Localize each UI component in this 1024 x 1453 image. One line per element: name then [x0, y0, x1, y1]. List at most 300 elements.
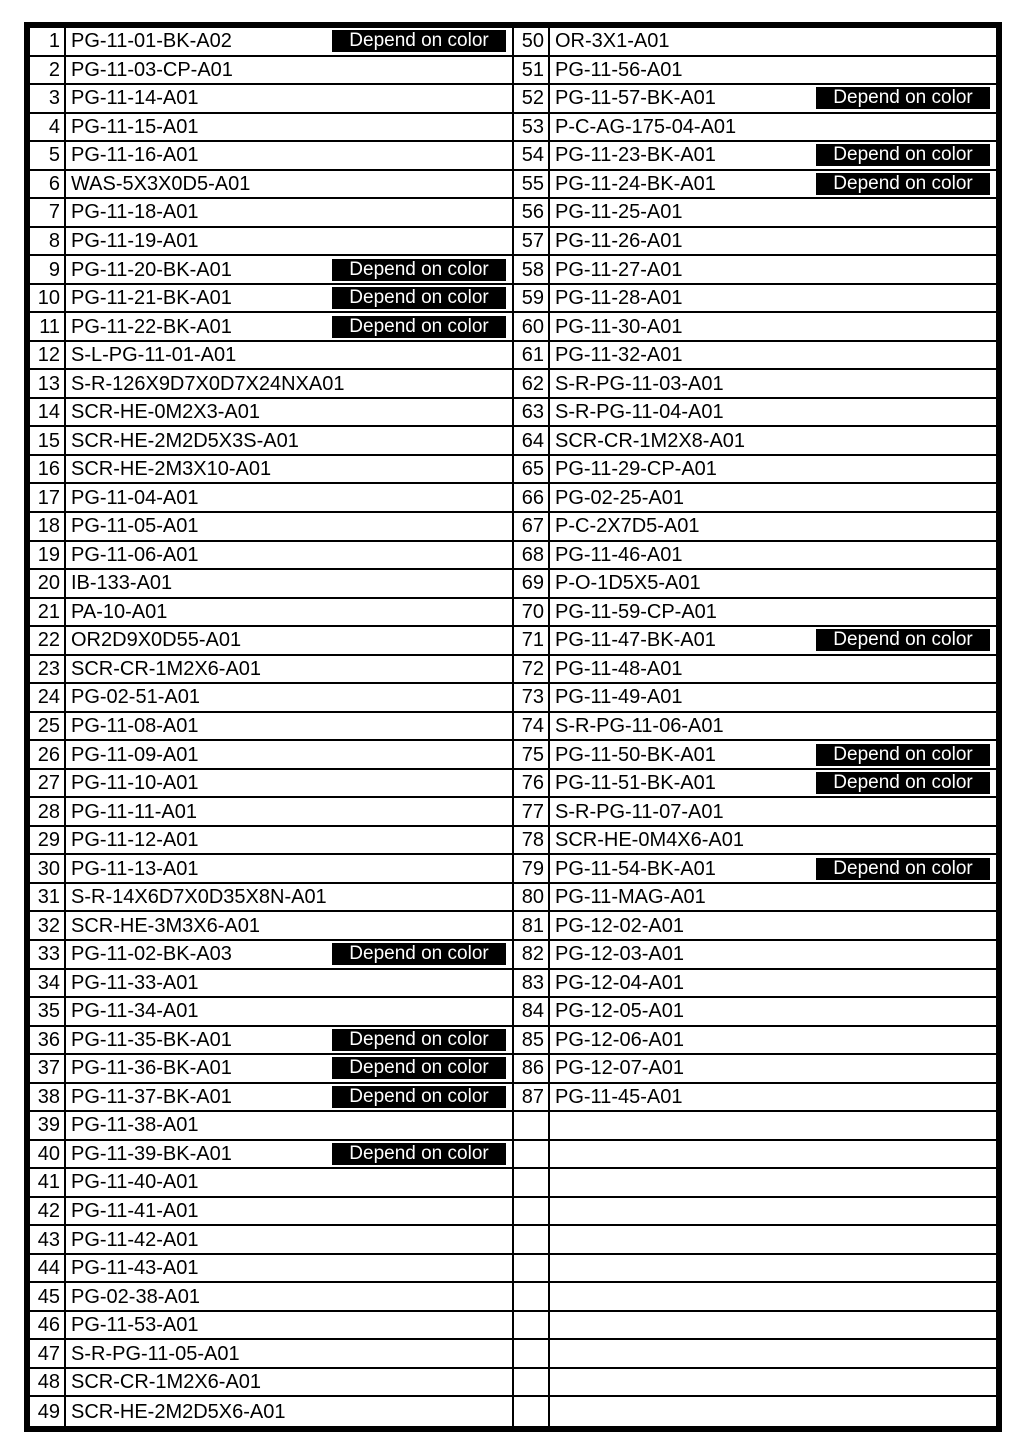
table-row	[514, 713, 996, 742]
table-row	[514, 855, 996, 884]
part-number: PG-11-20-BK-A01	[71, 258, 232, 281]
table-row	[30, 285, 512, 314]
row-number: 75	[514, 741, 550, 768]
row-number: 52	[514, 85, 550, 112]
part-number: PG-11-24-BK-A01	[555, 172, 716, 195]
part-number-cell	[66, 1169, 512, 1196]
part-number-cell	[66, 1226, 512, 1253]
table-row	[514, 542, 996, 571]
part-number-cell	[550, 484, 996, 511]
table-row	[514, 998, 996, 1027]
part-number-cell	[550, 1255, 996, 1282]
table-row	[514, 1112, 996, 1141]
part-number: PG-11-50-BK-A01	[555, 743, 716, 766]
table-row	[30, 57, 512, 86]
part-number: PG-11-03-CP-A01	[71, 58, 233, 81]
table-row	[30, 1340, 512, 1369]
table-row	[514, 627, 996, 656]
part-number-cell	[550, 228, 996, 255]
part-number-cell	[550, 827, 996, 854]
part-number: PG-11-21-BK-A01	[71, 287, 232, 310]
part-number: PG-11-53-A01	[71, 1314, 199, 1337]
part-number: PG-12-02-A01	[555, 914, 684, 937]
part-number-cell	[66, 684, 512, 711]
part-number: PG-02-25-A01	[555, 486, 684, 509]
part-number: PG-11-05-A01	[71, 515, 199, 538]
row-number: 3	[30, 85, 66, 112]
row-number: 77	[514, 798, 550, 825]
part-number-cell	[550, 1169, 996, 1196]
row-number: 80	[514, 884, 550, 911]
row-number: 24	[30, 684, 66, 711]
table-row	[514, 370, 996, 399]
part-number: PG-11-16-A01	[71, 144, 199, 167]
part-number-cell	[550, 970, 996, 997]
part-number-cell	[66, 1369, 512, 1396]
table-row	[30, 1112, 512, 1141]
table-row	[30, 256, 512, 285]
table-row	[514, 342, 996, 371]
part-number-cell	[66, 1312, 512, 1339]
table-row	[30, 884, 512, 913]
part-number-cell	[550, 114, 996, 141]
row-number	[514, 1112, 550, 1139]
depend-on-color-badge: Depend on color	[332, 30, 506, 52]
row-number: 86	[514, 1055, 550, 1082]
part-number: PG-11-12-A01	[71, 829, 199, 852]
table-row	[30, 1084, 512, 1113]
row-number: 70	[514, 599, 550, 626]
part-number-cell	[66, 1055, 512, 1082]
part-number-cell	[66, 884, 512, 911]
table-row	[514, 114, 996, 143]
part-number-cell	[550, 1397, 996, 1426]
row-number: 46	[30, 1312, 66, 1339]
row-number: 34	[30, 970, 66, 997]
row-number: 8	[30, 228, 66, 255]
table-row	[30, 827, 512, 856]
table-row	[514, 285, 996, 314]
part-number: PG-11-38-A01	[71, 1114, 199, 1137]
row-number: 66	[514, 484, 550, 511]
table-row	[514, 1198, 996, 1227]
parts-table-column-right	[514, 28, 996, 1426]
table-row	[30, 599, 512, 628]
part-number-cell	[66, 142, 512, 169]
table-row	[30, 313, 512, 342]
part-number-cell	[66, 1084, 512, 1111]
part-number-cell	[550, 1084, 996, 1111]
table-row	[514, 941, 996, 970]
part-number: PG-11-49-A01	[555, 686, 683, 709]
row-number: 65	[514, 456, 550, 483]
part-number: PG-12-07-A01	[555, 1057, 684, 1080]
depend-on-color-badge: Depend on color	[816, 858, 990, 880]
row-number: 71	[514, 627, 550, 654]
row-number: 51	[514, 57, 550, 84]
part-number-cell	[550, 599, 996, 626]
part-number-cell	[550, 285, 996, 312]
part-number-cell	[550, 313, 996, 340]
part-number-cell	[66, 57, 512, 84]
part-number: PG-11-22-BK-A01	[71, 315, 232, 338]
part-number: SCR-CR-1M2X6-A01	[71, 657, 262, 680]
part-number-cell	[550, 1112, 996, 1139]
row-number: 48	[30, 1369, 66, 1396]
part-number-cell	[66, 342, 512, 369]
part-number-cell	[550, 199, 996, 226]
row-number	[514, 1397, 550, 1426]
part-number-cell	[550, 342, 996, 369]
part-number: PG-11-35-BK-A01	[71, 1028, 232, 1051]
part-number-cell	[550, 456, 996, 483]
part-number: PG-11-10-A01	[71, 772, 199, 795]
row-number: 28	[30, 798, 66, 825]
row-number: 83	[514, 970, 550, 997]
row-number: 82	[514, 941, 550, 968]
part-number: PG-11-54-BK-A01	[555, 857, 716, 880]
part-number-cell	[66, 798, 512, 825]
part-number-cell	[66, 484, 512, 511]
part-number-cell	[550, 171, 996, 198]
row-number: 5	[30, 142, 66, 169]
table-row	[30, 228, 512, 257]
row-number: 2	[30, 57, 66, 84]
part-number: PG-11-26-A01	[555, 229, 683, 252]
row-number: 22	[30, 627, 66, 654]
part-number-cell	[66, 256, 512, 283]
part-number: PG-11-14-A01	[71, 87, 199, 110]
row-number: 9	[30, 256, 66, 283]
row-number: 1	[30, 28, 66, 55]
table-row	[514, 484, 996, 513]
part-number: PG-11-13-A01	[71, 857, 199, 880]
part-number: S-R-PG-11-06-A01	[555, 714, 724, 737]
table-row	[30, 370, 512, 399]
row-number	[514, 1198, 550, 1225]
part-number: PG-11-39-BK-A01	[71, 1142, 232, 1165]
part-number-cell	[550, 1198, 996, 1225]
part-number-cell	[550, 741, 996, 768]
part-number: WAS-5X3X0D5-A01	[71, 172, 251, 195]
row-number: 68	[514, 542, 550, 569]
row-number: 33	[30, 941, 66, 968]
part-number: PG-11-46-A01	[555, 543, 683, 566]
row-number: 42	[30, 1198, 66, 1225]
row-number: 23	[30, 656, 66, 683]
part-number-cell	[550, 1369, 996, 1396]
part-number: PG-11-48-A01	[555, 657, 683, 680]
table-row	[514, 912, 996, 941]
part-number-cell	[66, 1027, 512, 1054]
table-row	[514, 570, 996, 599]
part-number-cell	[66, 427, 512, 454]
table-row	[514, 28, 996, 57]
table-row	[514, 684, 996, 713]
part-number-cell	[550, 570, 996, 597]
part-number: PG-11-51-BK-A01	[555, 772, 716, 795]
table-row	[30, 713, 512, 742]
table-row	[30, 142, 512, 171]
row-number	[514, 1169, 550, 1196]
row-number: 21	[30, 599, 66, 626]
part-number-cell	[66, 713, 512, 740]
part-number: SCR-HE-2M2D5X6-A01	[71, 1400, 286, 1423]
part-number: PG-11-23-BK-A01	[555, 144, 716, 167]
table-row	[30, 1141, 512, 1170]
table-row	[30, 1255, 512, 1284]
table-row	[514, 884, 996, 913]
table-row	[30, 1169, 512, 1198]
part-number-cell	[550, 656, 996, 683]
part-number-cell	[550, 1226, 996, 1253]
part-number: PG-11-59-CP-A01	[555, 600, 717, 623]
table-row	[514, 85, 996, 114]
table-row	[514, 656, 996, 685]
table-row	[30, 1027, 512, 1056]
part-number-cell	[66, 770, 512, 797]
part-number: PG-12-03-A01	[555, 943, 684, 966]
table-row	[30, 28, 512, 57]
part-number: PG-11-06-A01	[71, 543, 199, 566]
table-row	[514, 1027, 996, 1056]
table-row	[30, 1369, 512, 1398]
table-row	[30, 542, 512, 571]
part-number: PG-11-47-BK-A01	[555, 629, 716, 652]
table-row	[30, 513, 512, 542]
row-number: 55	[514, 171, 550, 198]
row-number: 15	[30, 427, 66, 454]
row-number: 78	[514, 827, 550, 854]
row-number: 73	[514, 684, 550, 711]
depend-on-color-badge: Depend on color	[332, 943, 506, 965]
part-number-cell	[66, 85, 512, 112]
part-number-cell	[550, 28, 996, 55]
row-number: 31	[30, 884, 66, 911]
row-number: 49	[30, 1397, 66, 1426]
part-number-cell	[66, 28, 512, 55]
part-number-cell	[550, 912, 996, 939]
parts-table-column-left	[30, 28, 514, 1426]
part-number-cell	[66, 114, 512, 141]
part-number-cell	[66, 456, 512, 483]
row-number: 37	[30, 1055, 66, 1082]
row-number: 38	[30, 1084, 66, 1111]
part-number: PG-11-02-BK-A03	[71, 943, 232, 966]
depend-on-color-badge: Depend on color	[332, 287, 506, 309]
part-number-cell	[550, 798, 996, 825]
row-number: 45	[30, 1283, 66, 1310]
part-number: S-R-PG-11-07-A01	[555, 800, 724, 823]
table-row	[30, 656, 512, 685]
part-number: PA-10-A01	[71, 600, 168, 623]
part-number-cell	[66, 370, 512, 397]
table-row	[514, 741, 996, 770]
part-number-cell	[550, 1141, 996, 1168]
table-row	[30, 85, 512, 114]
part-number-cell	[66, 970, 512, 997]
part-number-cell	[66, 542, 512, 569]
table-row	[514, 456, 996, 485]
depend-on-color-badge: Depend on color	[332, 1143, 506, 1165]
row-number: 25	[30, 713, 66, 740]
row-number: 19	[30, 542, 66, 569]
row-number: 54	[514, 142, 550, 169]
row-number: 79	[514, 855, 550, 882]
row-number: 64	[514, 427, 550, 454]
part-number-cell	[66, 1397, 512, 1426]
row-number: 58	[514, 256, 550, 283]
part-number: PG-11-40-A01	[71, 1171, 199, 1194]
part-number-cell	[66, 941, 512, 968]
part-number-cell	[550, 542, 996, 569]
part-number-cell	[550, 684, 996, 711]
part-number-cell	[66, 1112, 512, 1139]
part-number-cell	[66, 570, 512, 597]
part-number-cell	[66, 912, 512, 939]
part-number: PG-11-29-CP-A01	[555, 458, 717, 481]
depend-on-color-badge: Depend on color	[816, 87, 990, 109]
part-number-cell	[550, 427, 996, 454]
table-row	[30, 342, 512, 371]
part-number: PG-11-42-A01	[71, 1228, 199, 1251]
part-number-cell	[66, 1255, 512, 1282]
part-number: PG-11-45-A01	[555, 1085, 683, 1108]
row-number: 11	[30, 313, 66, 340]
row-number: 43	[30, 1226, 66, 1253]
table-row	[514, 1369, 996, 1398]
table-row	[30, 1055, 512, 1084]
table-row	[30, 171, 512, 200]
depend-on-color-badge: Depend on color	[816, 173, 990, 195]
table-row	[30, 855, 512, 884]
table-row	[30, 570, 512, 599]
row-number: 85	[514, 1027, 550, 1054]
row-number: 41	[30, 1169, 66, 1196]
part-number-cell	[66, 1283, 512, 1310]
table-row	[514, 142, 996, 171]
part-number-cell	[66, 827, 512, 854]
row-number: 61	[514, 342, 550, 369]
row-number: 16	[30, 456, 66, 483]
part-number-cell	[550, 627, 996, 654]
row-number: 30	[30, 855, 66, 882]
table-row	[514, 313, 996, 342]
part-number: SCR-HE-2M2D5X3S-A01	[71, 429, 299, 452]
part-number-cell	[550, 142, 996, 169]
depend-on-color-badge: Depend on color	[332, 259, 506, 281]
part-number: S-R-PG-11-04-A01	[555, 401, 724, 424]
part-number: P-C-AG-175-04-A01	[555, 115, 737, 138]
part-number-cell	[550, 399, 996, 426]
part-number: PG-11-41-A01	[71, 1200, 199, 1223]
table-row	[514, 199, 996, 228]
part-number-cell	[550, 1027, 996, 1054]
part-number: PG-02-51-A01	[71, 686, 200, 709]
part-number: PG-02-38-A01	[71, 1285, 200, 1308]
part-number-cell	[66, 656, 512, 683]
row-number: 50	[514, 28, 550, 55]
table-row	[30, 199, 512, 228]
part-number: PG-11-30-A01	[555, 315, 683, 338]
depend-on-color-badge: Depend on color	[332, 1057, 506, 1079]
part-number: PG-11-15-A01	[71, 115, 199, 138]
row-number: 7	[30, 199, 66, 226]
table-row	[30, 770, 512, 799]
table-row	[514, 827, 996, 856]
part-number: PG-11-08-A01	[71, 714, 199, 737]
row-number: 44	[30, 1255, 66, 1282]
part-number: SCR-HE-2M3X10-A01	[71, 458, 272, 481]
row-number: 6	[30, 171, 66, 198]
depend-on-color-badge: Depend on color	[816, 629, 990, 651]
part-number-cell	[66, 313, 512, 340]
part-number-cell	[550, 941, 996, 968]
table-row	[30, 456, 512, 485]
row-number: 18	[30, 513, 66, 540]
part-number: PG-11-04-A01	[71, 486, 199, 509]
row-number: 26	[30, 741, 66, 768]
row-number	[514, 1226, 550, 1253]
part-number: SCR-HE-3M3X6-A01	[71, 914, 260, 937]
row-number: 53	[514, 114, 550, 141]
part-number: PG-11-09-A01	[71, 743, 199, 766]
part-number: PG-11-32-A01	[555, 344, 683, 367]
part-number-cell	[66, 1340, 512, 1367]
part-number-cell	[550, 1340, 996, 1367]
table-row	[514, 1283, 996, 1312]
row-number	[514, 1340, 550, 1367]
depend-on-color-badge: Depend on color	[816, 144, 990, 166]
row-number: 17	[30, 484, 66, 511]
part-number-cell	[550, 1055, 996, 1082]
row-number: 87	[514, 1084, 550, 1111]
table-row	[30, 798, 512, 827]
table-row	[514, 599, 996, 628]
part-number-cell	[550, 855, 996, 882]
part-number: OR-3X1-A01	[555, 30, 670, 53]
part-number: PG-11-56-A01	[555, 58, 683, 81]
table-row	[30, 998, 512, 1027]
row-number: 10	[30, 285, 66, 312]
table-row	[514, 1141, 996, 1170]
part-number: PG-11-27-A01	[555, 258, 683, 281]
row-number: 69	[514, 570, 550, 597]
table-row	[30, 1198, 512, 1227]
row-number: 32	[30, 912, 66, 939]
row-number: 39	[30, 1112, 66, 1139]
part-number-cell	[550, 256, 996, 283]
table-row	[30, 484, 512, 513]
part-number: PG-11-19-A01	[71, 229, 199, 252]
table-row	[514, 798, 996, 827]
part-number: P-O-1D5X5-A01	[555, 572, 701, 595]
table-row	[30, 684, 512, 713]
row-number: 4	[30, 114, 66, 141]
table-row	[514, 228, 996, 257]
table-row	[30, 1397, 512, 1426]
depend-on-color-badge: Depend on color	[332, 1086, 506, 1108]
row-number: 12	[30, 342, 66, 369]
part-number-cell	[550, 513, 996, 540]
parts-list-table	[24, 22, 1002, 1432]
part-number: S-R-PG-11-05-A01	[71, 1342, 240, 1365]
part-number-cell	[66, 513, 512, 540]
row-number: 20	[30, 570, 66, 597]
depend-on-color-badge: Depend on color	[816, 772, 990, 794]
row-number: 74	[514, 713, 550, 740]
part-number-cell	[550, 1283, 996, 1310]
